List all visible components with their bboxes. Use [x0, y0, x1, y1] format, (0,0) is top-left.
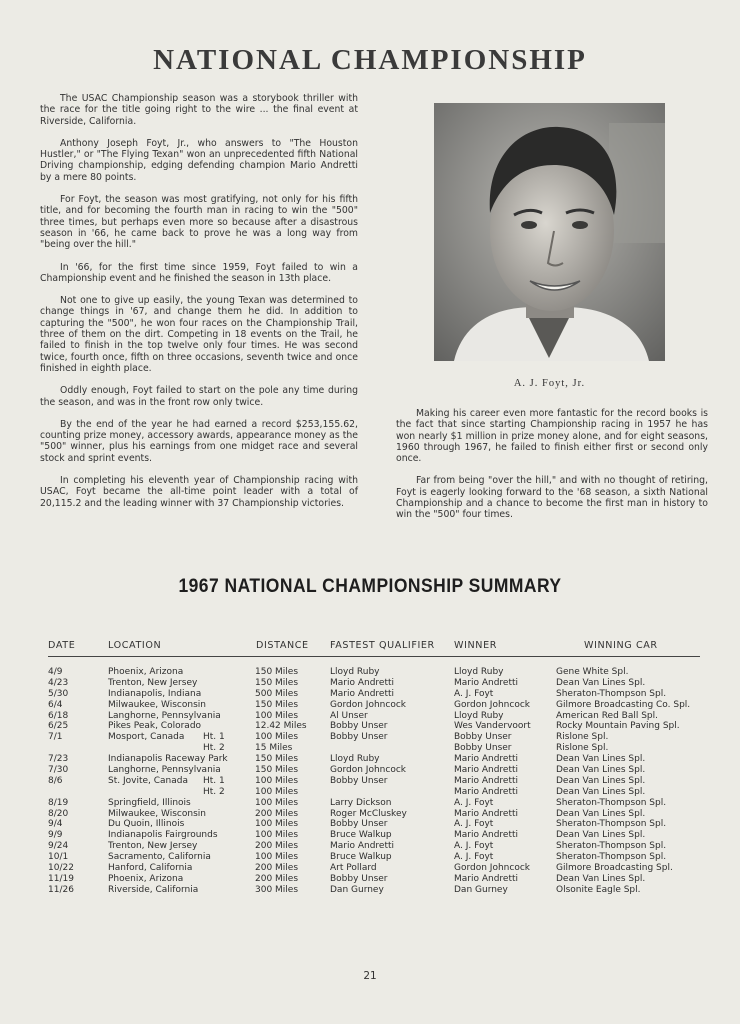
left-paragraph: Not one to give up easily, the young Texan was determined to change things in '67, and change them he did. In addition to capturing the "500", he won four races on the Championship Trail, three of them on the dirt. Competing in 18 events on the Trail, he failed to finish in the top twelve only four times. He was second twice, fourth once, fifth on three occasions, seventh twice and once finished in eighth place. [40, 295, 358, 374]
table-row [48, 776, 700, 787]
cell-distance: 200 Miles [255, 873, 299, 884]
cell-fastest-qualifier: Bobby Unser [330, 775, 388, 786]
cell-distance: 150 Miles [255, 765, 299, 776]
table-row [48, 874, 700, 885]
cell-winning-car: Gilmore Broadcasting Spl. [556, 863, 673, 874]
cell-location: Sacramento, California [108, 852, 211, 863]
cell-winner: Gordon Johncock [454, 863, 530, 874]
cell-location: Trenton, New Jersey [108, 841, 198, 852]
cell-winner: A. J. Foyt [454, 841, 494, 852]
summary-title: 1967 NATIONAL CHAMPIONSHIP SUMMARY [178, 576, 562, 597]
cell-location: Pikes Peak, Colorado [108, 721, 202, 732]
table-row [48, 732, 700, 743]
cell-winning-car: Dean Van Lines Spl. [556, 830, 646, 841]
cell-distance: 100 Miles [255, 797, 299, 808]
cell-location: Indianapolis Fairgrounds [108, 830, 218, 841]
cell-distance: 300 Miles [255, 884, 299, 895]
table-row [48, 754, 700, 765]
cell-fastest-qualifier: Al Unser [330, 710, 368, 721]
cell-date: 11/19 [48, 873, 74, 884]
cell-fastest-qualifier: Bruce Walkup [330, 830, 392, 841]
table-row [48, 721, 700, 732]
cell-date: 7/23 [48, 754, 69, 765]
cell-date: 11/26 [48, 884, 74, 895]
cell-fastest-qualifier: Bobby Unser [330, 873, 388, 884]
table-row [48, 700, 700, 711]
header-date: DATE [48, 640, 76, 651]
cell-distance: 12.42 Miles [255, 721, 307, 732]
cell-winner: Mario Andretti [454, 765, 519, 776]
cell-winning-car: Dean Van Lines Spl. [556, 786, 646, 797]
cell-winner: Bobby Unser [454, 743, 512, 754]
cell-fastest-qualifier: Bobby Unser [330, 721, 388, 732]
table-row [48, 830, 700, 841]
cell-winner: A. J. Foyt [454, 819, 494, 830]
cell-location: Du Quoin, Illinois [108, 819, 185, 830]
cell-distance: 500 Miles [255, 688, 299, 699]
cell-winner: Dan Gurney [454, 884, 508, 895]
left-paragraph: Anthony Joseph Foyt, Jr., who answers to "The Houston Hustler," or "The Flying Texan" won an unprecedented fifth National Driving championship, edging defending champion Mario Andretti by a mere 80 points. [40, 137, 358, 183]
cell-winner: A. J. Foyt [454, 797, 494, 808]
header-location: LOCATION [108, 640, 162, 651]
cell-distance: 100 Miles [255, 710, 299, 721]
cell-winning-car: Dean Van Lines Spl. [556, 677, 646, 688]
cell-location: Langhorne, Pennsylvania [108, 710, 221, 721]
cell-distance: 200 Miles [255, 841, 299, 852]
cell-winning-car: Sheraton-Thompson Spl. [556, 852, 667, 863]
cell-distance: 150 Miles [255, 754, 299, 765]
table-header-row [48, 640, 700, 657]
header-winner: WINNER [454, 640, 497, 651]
cell-location: St. Jovite, Canada [108, 775, 188, 786]
cell-distance: 100 Miles [255, 819, 299, 830]
table-row [48, 689, 700, 700]
cell-winner: Gordon Johncock [454, 699, 530, 710]
cell-location: Hanford, California [108, 863, 193, 874]
cell-distance: 200 Miles [255, 863, 299, 874]
cell-location: Trenton, New Jersey [108, 677, 198, 688]
portrait-illustration [434, 103, 665, 361]
cell-winner: Wes Vandervoort [454, 721, 531, 732]
cell-winner: Mario Andretti [454, 677, 519, 688]
cell-location: Milwaukee, Wisconsin [108, 808, 206, 819]
cell-winning-car: Rislone Spl. [556, 743, 609, 754]
table-row [48, 809, 700, 820]
cell-location: Mosport, Canada [108, 732, 185, 743]
page-title: NATIONAL CHAMPIONSHIP [153, 44, 587, 76]
driver-portrait-photo [434, 103, 665, 361]
cell-date: 6/18 [48, 710, 69, 721]
cell-distance: 15 Miles [255, 743, 293, 754]
cell-winning-car: Sheraton-Thompson Spl. [556, 797, 667, 808]
table-body [48, 667, 700, 896]
table-row [48, 787, 700, 798]
cell-winner: Mario Andretti [454, 786, 519, 797]
cell-distance: 200 Miles [255, 808, 299, 819]
cell-winning-car: Dean Van Lines Spl. [556, 754, 646, 765]
cell-winner: Bobby Unser [454, 732, 512, 743]
cell-winner: A. J. Foyt [454, 852, 494, 863]
cell-fastest-qualifier: Mario Andretti [330, 677, 395, 688]
cell-distance: 100 Miles [255, 852, 299, 863]
cell-date: 4/9 [48, 667, 63, 677]
cell-winning-car: Gene White Spl. [556, 667, 629, 677]
table-row [48, 678, 700, 689]
cell-fastest-qualifier: Art Pollard [330, 863, 377, 874]
cell-heat: Ht. 1 [203, 775, 225, 786]
cell-fastest-qualifier: Gordon Johncock [330, 765, 406, 776]
cell-date: 5/30 [48, 688, 69, 699]
cell-winner: Mario Andretti [454, 808, 519, 819]
cell-winning-car: Dean Van Lines Spl. [556, 775, 646, 786]
cell-location: Springfield, Illinois [108, 797, 191, 808]
left-paragraph: By the end of the year he had earned a record $253,155.62, counting prize money, accessory awards, appearance money as the "500" winner, plus his earnings from one midget race and several stock and sprint events. [40, 418, 358, 464]
cell-date: 6/25 [48, 721, 69, 732]
cell-winning-car: Gilmore Broadcasting Co. Spl. [556, 699, 691, 710]
left-paragraph: The USAC Championship season was a storybook thriller with the race for the title going right to the wire ... the final event at Riverside, California. [40, 93, 358, 127]
cell-distance: 100 Miles [255, 830, 299, 841]
table-row [48, 743, 700, 754]
header-winning-car: WINNING CAR [584, 640, 658, 651]
cell-distance: 150 Miles [255, 677, 299, 688]
cell-location: Phoenix, Arizona [108, 667, 184, 677]
cell-distance: 100 Miles [255, 775, 299, 786]
cell-winner: Mario Andretti [454, 775, 519, 786]
championship-summary-table [48, 640, 700, 896]
cell-distance: 150 Miles [255, 667, 299, 677]
cell-date: 9/24 [48, 841, 69, 852]
table-row [48, 852, 700, 863]
table-row [48, 798, 700, 809]
cell-heat: Ht. 2 [203, 786, 225, 797]
cell-date: 10/22 [48, 863, 74, 874]
left-paragraph: For Foyt, the season was most gratifying, not only for his fifth title, and for becoming the fourth man in racing to win the "500" three times, but perhaps even more so because after a disastrous season in '66, he came back to prove he was a long way from "being over the hill." [40, 194, 358, 251]
cell-winning-car: Olsonite Eagle Spl. [556, 884, 641, 895]
cell-location: Milwaukee, Wisconsin [108, 699, 206, 710]
page-number: 21 [363, 970, 377, 982]
cell-fastest-qualifier: Gordon Johncock [330, 699, 406, 710]
cell-fastest-qualifier: Lloyd Ruby [330, 667, 380, 677]
right-paragraph: Far from being "over the hill," and with no thought of retiring, Foyt is eagerly looking forward to the '68 season, a sixth National Championship and a chance to become the first man in history to win the "500" four times. [396, 475, 708, 521]
cell-location: Langhorne, Pennsylvania [108, 765, 221, 776]
cell-date: 7/30 [48, 765, 69, 776]
cell-fastest-qualifier: Bobby Unser [330, 819, 388, 830]
cell-fastest-qualifier: Dan Gurney [330, 884, 384, 895]
cell-location: Riverside, California [108, 884, 199, 895]
right-paragraph: Making his career even more fantastic for the record books is the fact that since starting Championship racing in 1957 he has won nearly $1 million in prize money alone, and for eight seasons, 1960 through 1967, he failed to finish either first or second only once. [396, 408, 708, 465]
cell-date: 10/1 [48, 852, 69, 863]
cell-location: Phoenix, Arizona [108, 873, 184, 884]
cell-distance: 150 Miles [255, 699, 299, 710]
cell-date: 8/20 [48, 808, 69, 819]
left-paragraph: Oddly enough, Foyt failed to start on the pole any time during the season, and was in the front row only twice. [40, 385, 358, 408]
cell-winning-car: Rocky Mountain Paving Spl. [556, 721, 680, 732]
left-paragraph: In completing his eleventh year of Championship racing with USAC, Foyt became the all-time point leader with a total of 20,115.2 and the leading winner with 37 Championship victories. [40, 475, 358, 509]
table-row [48, 667, 700, 678]
article-right-column [396, 408, 708, 532]
cell-date: 9/9 [48, 830, 63, 841]
cell-date: 8/6 [48, 775, 63, 786]
photo-caption: A. J. Foyt, Jr. [513, 378, 586, 389]
cell-winner: Mario Andretti [454, 754, 519, 765]
cell-fastest-qualifier: Mario Andretti [330, 688, 395, 699]
cell-date: 4/23 [48, 677, 69, 688]
article-left-column [40, 93, 358, 520]
cell-fastest-qualifier: Mario Andretti [330, 841, 395, 852]
cell-winner: Lloyd Ruby [454, 710, 504, 721]
cell-date: 9/4 [48, 819, 63, 830]
cell-winning-car: Dean Van Lines Spl. [556, 765, 646, 776]
header-fastest-qualifier: FASTEST QUALIFIER [330, 640, 435, 651]
cell-date: 8/19 [48, 797, 69, 808]
left-paragraph: In '66, for the first time since 1959, Foyt failed to win a Championship event and he finished the season in 13th place. [40, 261, 358, 284]
cell-winning-car: Dean Van Lines Spl. [556, 873, 646, 884]
cell-location: Indianapolis Raceway Park [108, 754, 228, 765]
cell-heat: Ht. 2 [203, 743, 225, 754]
cell-heat: Ht. 1 [203, 732, 225, 743]
cell-winning-car: Sheraton-Thompson Spl. [556, 688, 667, 699]
cell-fastest-qualifier: Roger McCluskey [330, 808, 407, 819]
cell-winner: Mario Andretti [454, 830, 519, 841]
cell-fastest-qualifier: Bobby Unser [330, 732, 388, 743]
table-row [48, 863, 700, 874]
cell-fastest-qualifier: Lloyd Ruby [330, 754, 380, 765]
cell-winning-car: American Red Ball Spl. [556, 710, 658, 721]
cell-distance: 100 Miles [255, 786, 299, 797]
cell-location: Indianapolis, Indiana [108, 688, 202, 699]
cell-date: 6/4 [48, 699, 63, 710]
cell-distance: 100 Miles [255, 732, 299, 743]
table-row [48, 711, 700, 722]
cell-winner: A. J. Foyt [454, 688, 494, 699]
cell-date: 7/1 [48, 732, 63, 743]
cell-fastest-qualifier: Bruce Walkup [330, 852, 392, 863]
table-row [48, 885, 700, 896]
cell-winning-car: Sheraton-Thompson Spl. [556, 841, 667, 852]
cell-fastest-qualifier: Larry Dickson [330, 797, 392, 808]
cell-winning-car: Dean Van Lines Spl. [556, 808, 646, 819]
cell-winner: Lloyd Ruby [454, 667, 504, 677]
cell-winning-car: Rislone Spl. [556, 732, 609, 743]
table-row [48, 841, 700, 852]
cell-winning-car: Sheraton-Thompson Spl. [556, 819, 667, 830]
table-row [48, 765, 700, 776]
header-distance: DISTANCE [256, 640, 309, 651]
cell-winner: Mario Andretti [454, 873, 519, 884]
table-row [48, 819, 700, 830]
